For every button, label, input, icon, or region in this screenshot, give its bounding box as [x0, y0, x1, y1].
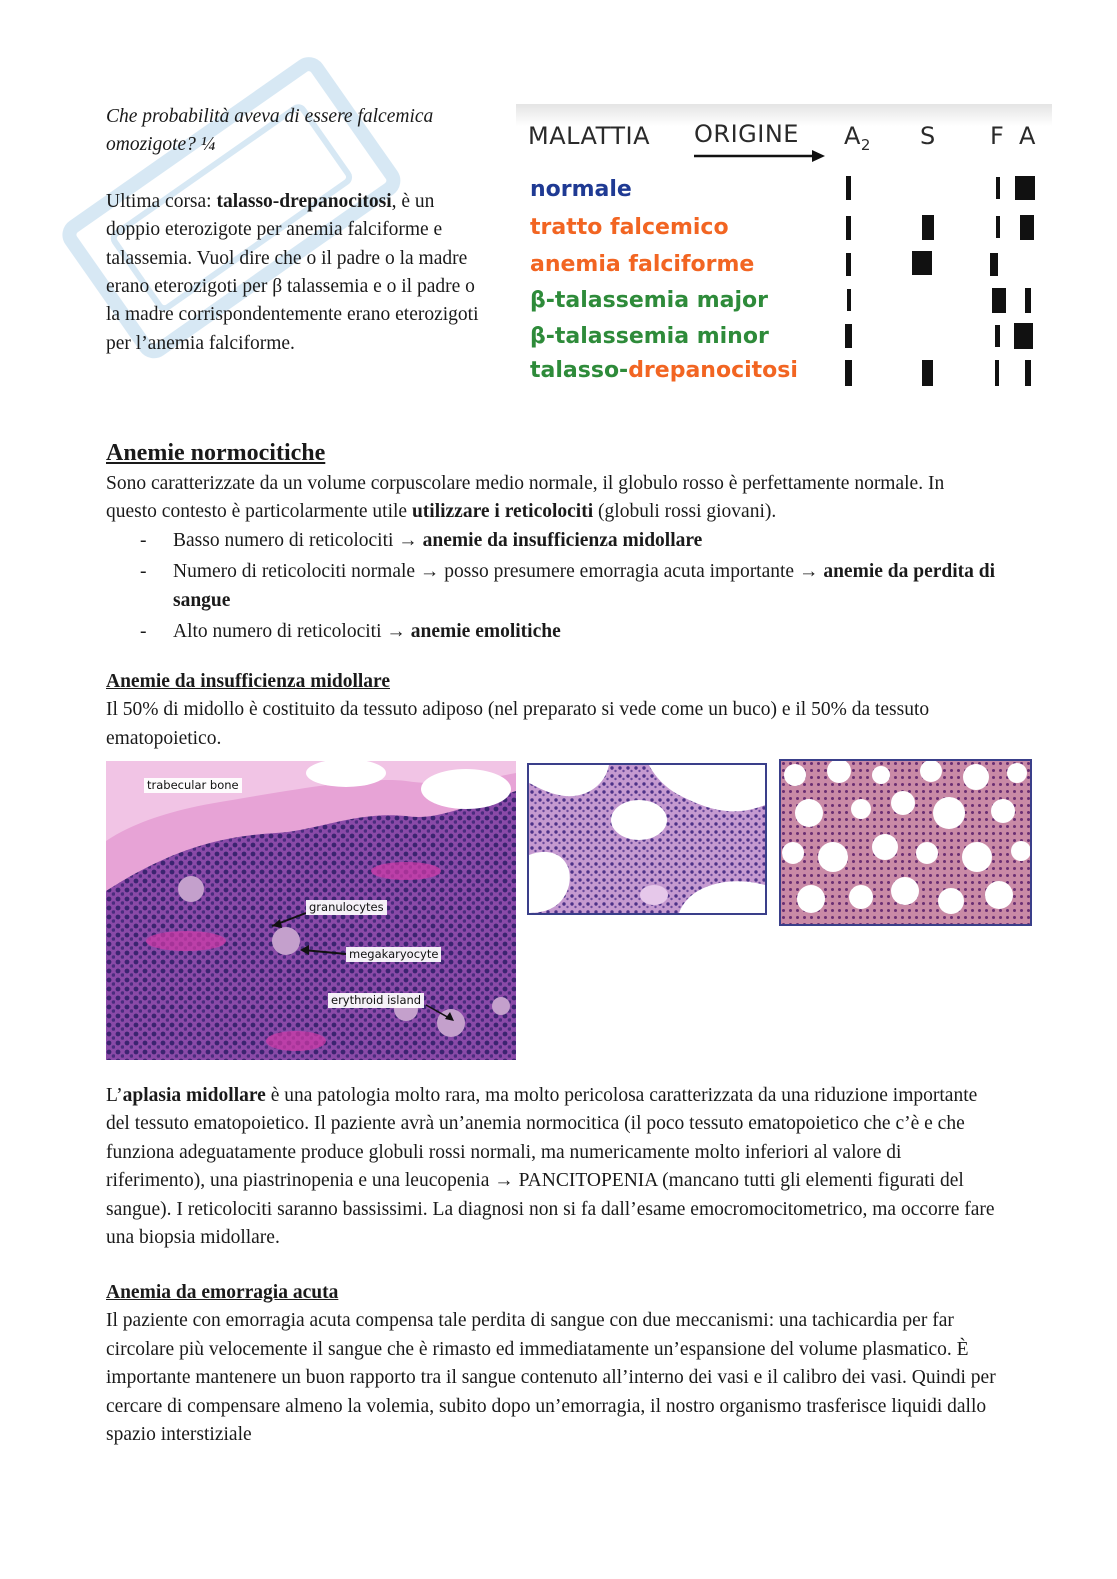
- section-emorragia: [106, 1279, 996, 1449]
- label-trabecular-bone: trabecular bone: [144, 778, 242, 793]
- row-label-tratto-falcemico: tratto falcemico: [530, 215, 729, 240]
- row-label-anemia-falciforme: anemia falciforme: [530, 252, 755, 277]
- list-item: - Alto numero di reticolociti → anemie emolitiche: [140, 621, 561, 643]
- row-label-normale: normale: [530, 177, 632, 202]
- electrophoresis-figure: [516, 104, 1052, 394]
- histology-image-normal: [527, 763, 767, 915]
- band-falciforme-s: [912, 251, 932, 275]
- band-tratto-a: [1020, 215, 1034, 240]
- list-item: - Numero di reticolociti normale → posso presumere emorragia acuta importante → anemie da perdita di sangue: [140, 561, 996, 611]
- band-normale-a2: [846, 176, 851, 200]
- aplasia-bold: aplasia midollare: [122, 1085, 266, 1106]
- band-major-f: [992, 288, 1006, 313]
- row-label-beta-minor: β-talassemia minor: [530, 324, 769, 349]
- label-erythroid-island: erythroid island: [328, 993, 424, 1008]
- histology-image-marrow: [106, 761, 516, 1060]
- row-label-talasso-drepanocitosi: talasso-drepanocitosi: [530, 358, 798, 383]
- intro-rest: , è un doppio eterozigote per anemia falciforme e talassemia. Vuol dire che o il padre o la madre erano eterozigoti per β talassemia e o il padre o la madre corrispondentemente erano eterozigoti per l’anemia falciforme.: [106, 190, 479, 354]
- insufficienza-paragraph: Il 50% di midollo è costituito da tessuto adiposo (nel preparato si vede come un buco) e il 50% da tessuto ematopoietico.: [106, 699, 930, 749]
- band-normale-f: [996, 177, 1000, 199]
- normocitiche-paragraph: Sono caratterizzate da un volume corpuscolare medio normale, il globulo rosso è perfettamente normale. In questo contesto è particolarmente utile utilizzare i reticolociti (globuli rossi giovani).: [106, 473, 945, 523]
- header-s: S: [920, 122, 936, 150]
- band-talasso-s: [922, 360, 933, 386]
- aplasia-paragraph: L’aplasia midollare è una patologia molto rara, ma molto pericolosa caratterizzata da una riduzione importante del tessuto ematopoietico. Il paziente avrà un’anemia normocitica (il poco tessuto ematopoietico che c’è e che funziona adeguatamente produce globuli rossi normali, ma numericamente molto inferiori al valore di riferimento), una piastrinopenia e una leucopenia → PANCITOPENIA (mancano tutti gli elementi figurati del sangue). I reticolociti saranno bassissimi. La diagnosi non si fa dall’esame emocromocitometrico, ma occorre fare una biopsia midollare.: [106, 1085, 995, 1249]
- band-normale-a: [1015, 176, 1035, 200]
- band-talasso-a2: [845, 360, 852, 386]
- band-tratto-f: [996, 216, 1000, 238]
- header-a2: $A_2$: [844, 122, 871, 154]
- intro-block: [106, 103, 491, 358]
- heading-emorragia-acuta: Anemia da emorragia acuta: [106, 1282, 339, 1303]
- band-falciforme-a2: [846, 253, 851, 276]
- header-f: F: [990, 122, 1005, 150]
- list-item: - Basso numero di reticolociti → anemie da insufficienza midollare: [140, 529, 703, 551]
- heading-insufficienza-midollare: Anemie da insufficienza midollare: [106, 671, 390, 692]
- intro-bold: talasso-drepanocitosi: [216, 190, 392, 212]
- label-granulocytes: granulocytes: [306, 900, 387, 915]
- origin-arrow-icon: [692, 148, 827, 164]
- label-megakaryocyte: megakaryocyte: [346, 947, 441, 962]
- section-normocitiche: [106, 436, 996, 646]
- emorragia-paragraph: Il paziente con emorragia acuta compensa tale perdita di sangue con due meccanismi: una tachicardia per far circolare più velocemente il sangue che è rimasto ed immediatamente un’espansione del volume plasmatico. È importante mantenere un buon rapporto tra il sangue contenuto all’interno dei vasi e il calibro dei vasi. Quindi per cercare di compensare almeno la volemia, subito dopo un’emorragia, il nostro organismo trasferisce liquidi dallo spazio interstiziale: [106, 1310, 996, 1446]
- row-label-beta-major: β-talassemia major: [530, 288, 768, 313]
- band-minor-a: [1014, 323, 1033, 349]
- band-talasso-a: [1025, 360, 1031, 386]
- section-insufficienza: [106, 668, 996, 753]
- band-tratto-s: [922, 215, 934, 240]
- intro-question: Che probabilità aveva di essere falcemica omozigote?: [106, 106, 434, 156]
- header-a: A: [1019, 122, 1036, 150]
- band-major-a2: [847, 289, 851, 311]
- reticolociti-list: [106, 527, 996, 647]
- band-minor-f: [995, 325, 1000, 347]
- header-origine: ORIGINE: [694, 120, 799, 148]
- band-major-a: [1025, 288, 1031, 313]
- heading-anemie-normocitiche: Anemie normocitiche: [106, 440, 326, 466]
- intro-answer: ¼: [200, 134, 216, 156]
- band-falciforme-f: [990, 253, 998, 276]
- band-minor-a2: [845, 324, 852, 348]
- histology-image-adipose: [779, 759, 1032, 926]
- intro-prefix: Ultima corsa:: [106, 190, 217, 212]
- band-talasso-f: [995, 360, 999, 386]
- header-malattia: MALATTIA: [528, 122, 650, 150]
- band-tratto-a2: [846, 216, 851, 240]
